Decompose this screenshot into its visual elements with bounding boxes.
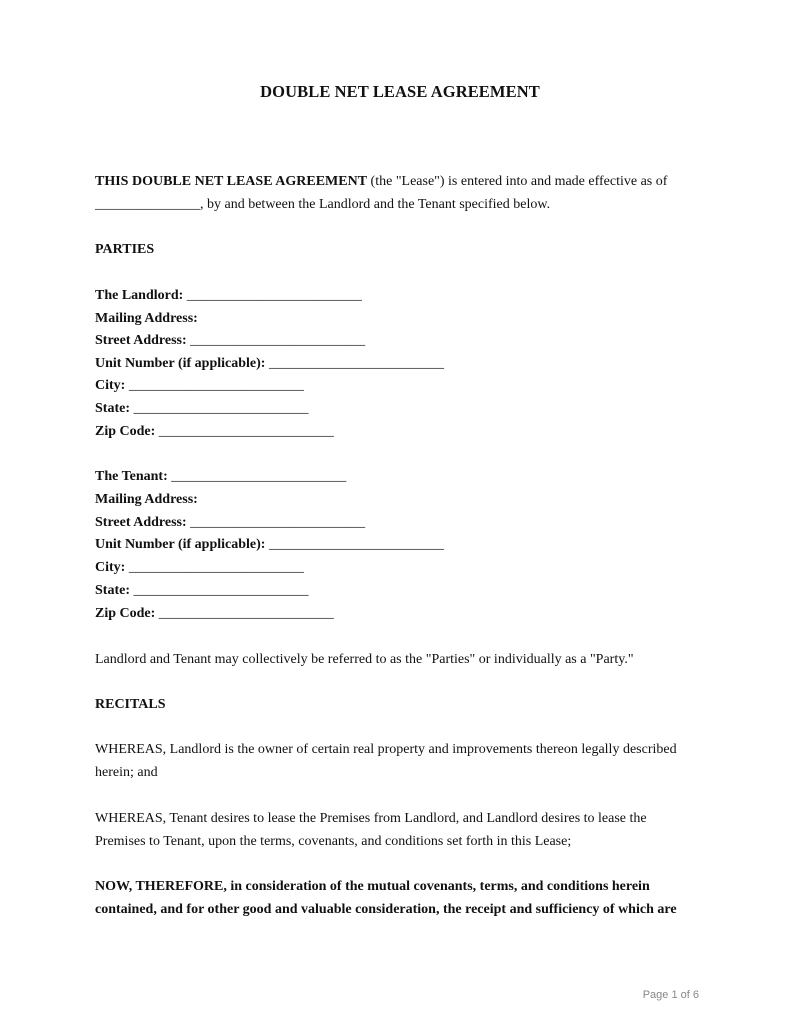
- landlord-name-row: [95, 288, 715, 304]
- landlord-state-row: [95, 401, 715, 417]
- landlord-city-label: City:: [95, 378, 126, 393]
- intro-line-2: _______________, by and between the Landlord and the Tenant specified below.: [95, 197, 551, 212]
- tenant-unit-row: [95, 537, 715, 553]
- intro-bold: THIS DOUBLE NET LEASE AGREEMENT: [95, 174, 368, 189]
- tenant-state-label: State:: [95, 583, 130, 598]
- tenant-name-blank: _________________________: [171, 469, 347, 484]
- tenant-unit-label: Unit Number (if applicable):: [95, 537, 266, 552]
- tenant-city-label: City:: [95, 560, 126, 575]
- tenant-unit-blank: _________________________: [268, 537, 444, 552]
- tenant-street-row: [95, 515, 715, 531]
- tenant-name-row: [95, 469, 715, 485]
- landlord-mailing-label: Mailing Address:: [95, 311, 198, 326]
- tenant-name-label: The Tenant:: [95, 469, 168, 484]
- recitals-heading: RECITALS: [95, 697, 166, 712]
- landlord-unit-row: [95, 356, 715, 372]
- tenant-street-blank: _________________________: [190, 515, 366, 530]
- landlord-street-blank: _________________________: [190, 333, 366, 348]
- tenant-city-blank: _________________________: [128, 560, 304, 575]
- now-therefore-line-2: contained, and for other good and valuable consideration, the receipt and sufficiency of which are: [95, 902, 677, 917]
- tenant-mailing-row: [95, 492, 715, 508]
- landlord-zip-blank: _________________________: [158, 424, 334, 439]
- landlord-zip-row: [95, 424, 715, 440]
- tenant-state-blank: _________________________: [133, 583, 309, 598]
- document-title: DOUBLE NET LEASE AGREEMENT: [260, 82, 540, 101]
- tenant-state-row: [95, 583, 715, 599]
- collective-reference: Landlord and Tenant may collectively be referred to as the "Parties" or individually as a "Party.": [95, 652, 634, 667]
- landlord-unit-label: Unit Number (if applicable):: [95, 356, 266, 371]
- whereas-2-line-1: WHEREAS, Tenant desires to lease the Premises from Landlord, and Landlord desires to lease the: [95, 811, 647, 826]
- tenant-street-label: Street Address:: [95, 515, 187, 530]
- tenant-zip-label: Zip Code:: [95, 606, 156, 621]
- tenant-zip-row: [95, 606, 715, 622]
- tenant-mailing-label: Mailing Address:: [95, 492, 198, 507]
- whereas-1-line-2: herein; and: [95, 765, 158, 780]
- tenant-zip-blank: _________________________: [158, 606, 334, 621]
- landlord-state-label: State:: [95, 401, 130, 416]
- tenant-city-row: [95, 560, 715, 576]
- landlord-state-blank: _________________________: [133, 401, 309, 416]
- landlord-street-row: [95, 333, 715, 349]
- landlord-street-label: Street Address:: [95, 333, 187, 348]
- landlord-name-blank: _________________________: [186, 288, 362, 303]
- intro-line-1: [95, 174, 715, 190]
- landlord-city-row: [95, 378, 715, 394]
- landlord-unit-blank: _________________________: [268, 356, 444, 371]
- landlord-mailing-row: [95, 311, 715, 327]
- parties-heading: PARTIES: [95, 242, 155, 257]
- whereas-2-line-2: Premises to Tenant, upon the terms, covenants, and conditions set forth in this Lease;: [95, 834, 572, 849]
- intro-rest: (the "Lease") is entered into and made effective as of: [367, 174, 668, 189]
- whereas-1-line-1: WHEREAS, Landlord is the owner of certain real property and improvements thereon legally described: [95, 742, 677, 757]
- landlord-city-blank: _________________________: [128, 378, 304, 393]
- landlord-zip-label: Zip Code:: [95, 424, 156, 439]
- now-therefore-line-1: NOW, THEREFORE, in consideration of the mutual covenants, terms, and conditions herein: [95, 879, 650, 894]
- page-number: Page 1 of 6: [642, 989, 699, 1001]
- landlord-name-label: The Landlord:: [95, 288, 184, 303]
